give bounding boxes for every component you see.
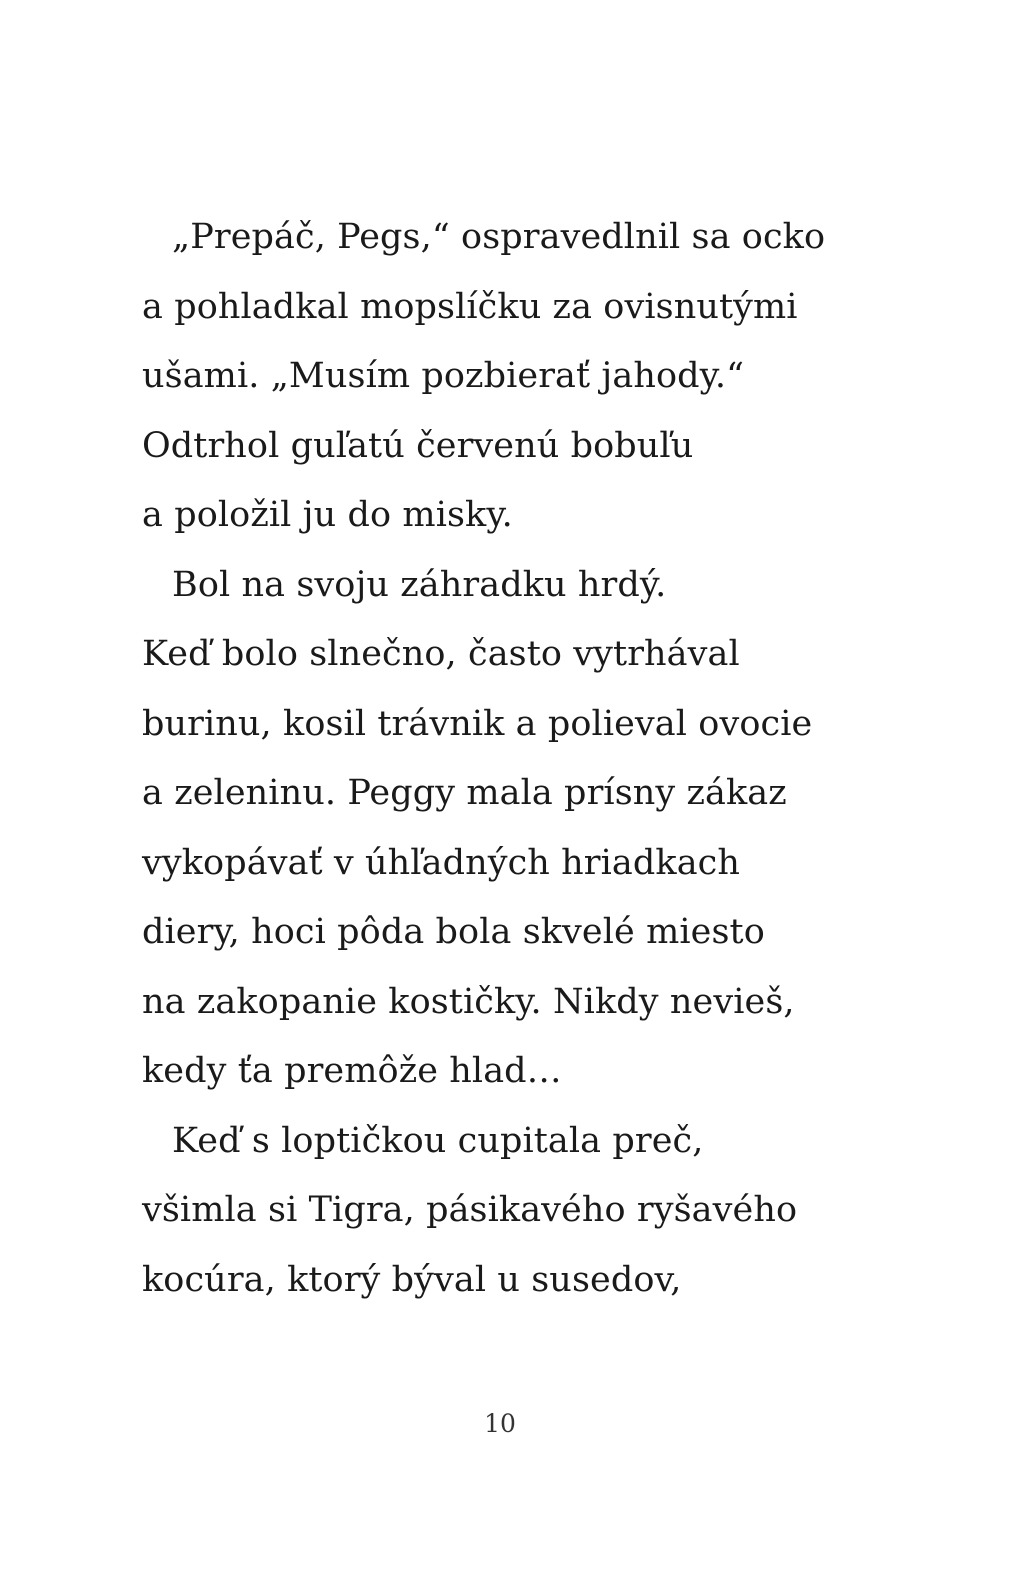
text-line: „Prepáč, Pegs,“ ospravedlnil sa ocko [172, 217, 826, 257]
text-line: kedy ťa premôže hlad… [142, 1051, 562, 1091]
text-line: ušami. „Musím pozbierať jahody.“ [142, 356, 745, 396]
text-line: a zeleninu. Peggy mala prísny zákaz [142, 773, 787, 813]
text-line: kocúra, ktorý býval u susedov, [142, 1259, 682, 1300]
text-line: vykopávať v úhľadných hriadkach [142, 842, 741, 883]
text-line: a položil ju do misky. [142, 495, 513, 535]
text-line: Keď bolo slnečno, často vytrhával [142, 634, 740, 674]
text-line: Bol na svoju záhradku hrdý. [172, 564, 667, 605]
text-line: všimla si Tigra, pásikavého ryšavého [142, 1190, 798, 1230]
text-line: Odtrhol guľatú červenú bobuľu [142, 425, 694, 466]
text-line: Keď s loptičkou cupitala preč, [172, 1120, 704, 1161]
text-line: na zakopanie kostičky. Nikdy nevieš, [142, 981, 795, 1022]
text-line: burinu, kosil trávnik a polieval ovocie [142, 703, 813, 744]
page-number: 10 [484, 1409, 516, 1438]
text-line: diery, hoci pôda bola skvelé miesto [142, 912, 765, 952]
text-line: a pohladkal mopslíčku za ovisnutými [142, 286, 798, 327]
body-text [142, 203, 862, 1315]
